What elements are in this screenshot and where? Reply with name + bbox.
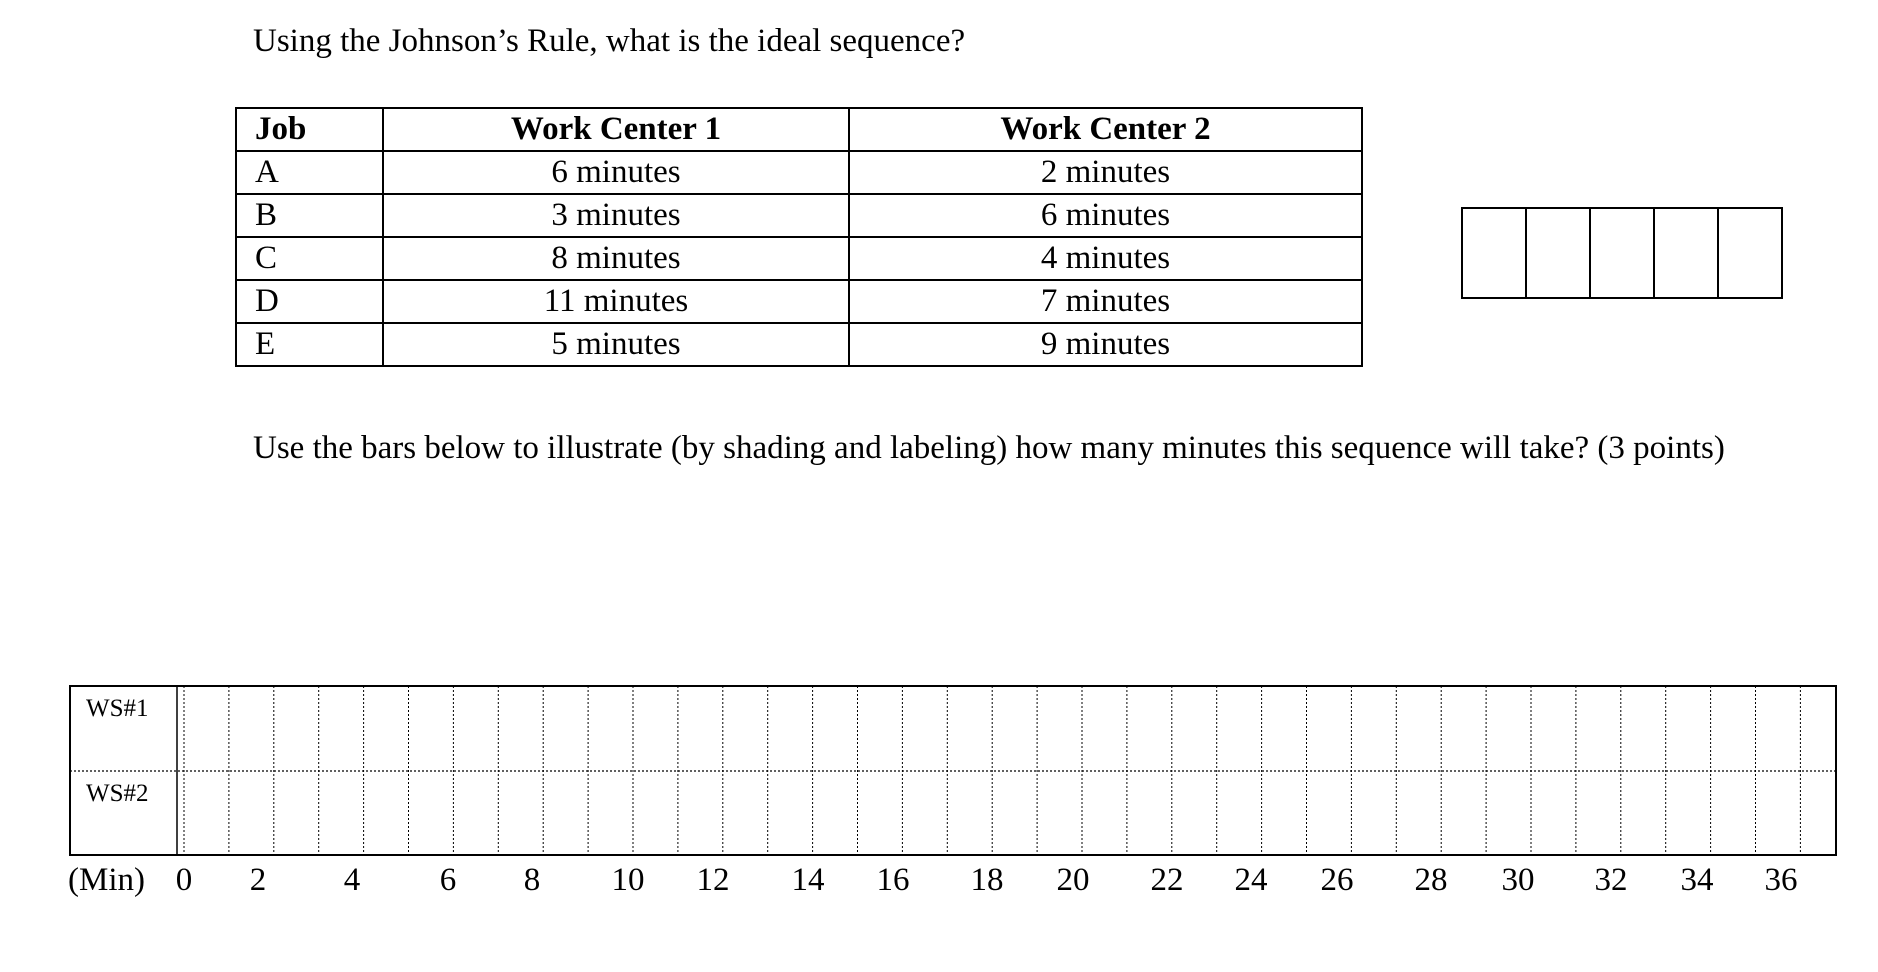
question-text: Using the Johnson’s Rule, what is the ideal sequence? [253, 23, 966, 59]
row-label-ws2: WS#2 [86, 780, 149, 807]
table-row [236, 237, 1362, 280]
job-cell: C [236, 237, 383, 280]
sequence-box[interactable] [1527, 209, 1591, 297]
wc1-time-cell: 5 minutes [383, 323, 849, 366]
row-label-ws1: WS#1 [86, 695, 149, 722]
tick-label: 8 [523, 862, 541, 898]
instruction-text: Use the bars below to illustrate (by shading and labeling) how many minutes this sequence will take? (3 points) [253, 430, 1725, 466]
job-cell: E [236, 323, 383, 366]
job-times-table [235, 107, 1363, 367]
wc2-time-cell: 2 minutes [849, 151, 1362, 194]
tick-label: 30 [1501, 862, 1535, 898]
table-row [236, 194, 1362, 237]
table-header-row [236, 108, 1362, 151]
wc2-time-cell: 7 minutes [849, 280, 1362, 323]
sequence-box[interactable] [1591, 209, 1655, 297]
tick-label: 6 [439, 862, 457, 898]
job-cell: D [236, 280, 383, 323]
tick-label: 28 [1414, 862, 1448, 898]
header-work-center-1: Work Center 1 [383, 108, 849, 151]
sequence-box[interactable] [1655, 209, 1719, 297]
table-row [236, 151, 1362, 194]
unit-label: (Min) [68, 862, 145, 898]
tick-label: 2 [249, 862, 267, 898]
tick-label: 36 [1764, 862, 1798, 898]
wc1-time-cell: 6 minutes [383, 151, 849, 194]
wc2-time-cell: 4 minutes [849, 237, 1362, 280]
wc1-time-cell: 3 minutes [383, 194, 849, 237]
sequence-answer-boxes [1461, 207, 1783, 299]
job-cell: B [236, 194, 383, 237]
header-job: Job [236, 108, 383, 151]
tick-label: 22 [1150, 862, 1184, 898]
job-cell: A [236, 151, 383, 194]
sequence-box[interactable] [1463, 209, 1527, 297]
tick-label: 26 [1320, 862, 1354, 898]
tick-label: 16 [876, 862, 910, 898]
sequence-box[interactable] [1719, 209, 1783, 297]
wc1-time-cell: 11 minutes [383, 280, 849, 323]
wc2-time-cell: 9 minutes [849, 323, 1362, 366]
table-row [236, 280, 1362, 323]
timeline-frame [70, 686, 1836, 855]
tick-label: 24 [1234, 862, 1268, 898]
tick-label: 14 [791, 862, 825, 898]
wc2-time-cell: 6 minutes [849, 194, 1362, 237]
table-row [236, 323, 1362, 366]
tick-label: 4 [343, 862, 361, 898]
tick-label: 0 [175, 862, 193, 898]
tick-label: 18 [970, 862, 1004, 898]
tick-label: 12 [696, 862, 730, 898]
tick-label: 10 [611, 862, 645, 898]
tick-label: 20 [1056, 862, 1090, 898]
tick-label: 32 [1594, 862, 1628, 898]
wc1-time-cell: 8 minutes [383, 237, 849, 280]
tick-label: 34 [1680, 862, 1714, 898]
header-work-center-2: Work Center 2 [849, 108, 1362, 151]
